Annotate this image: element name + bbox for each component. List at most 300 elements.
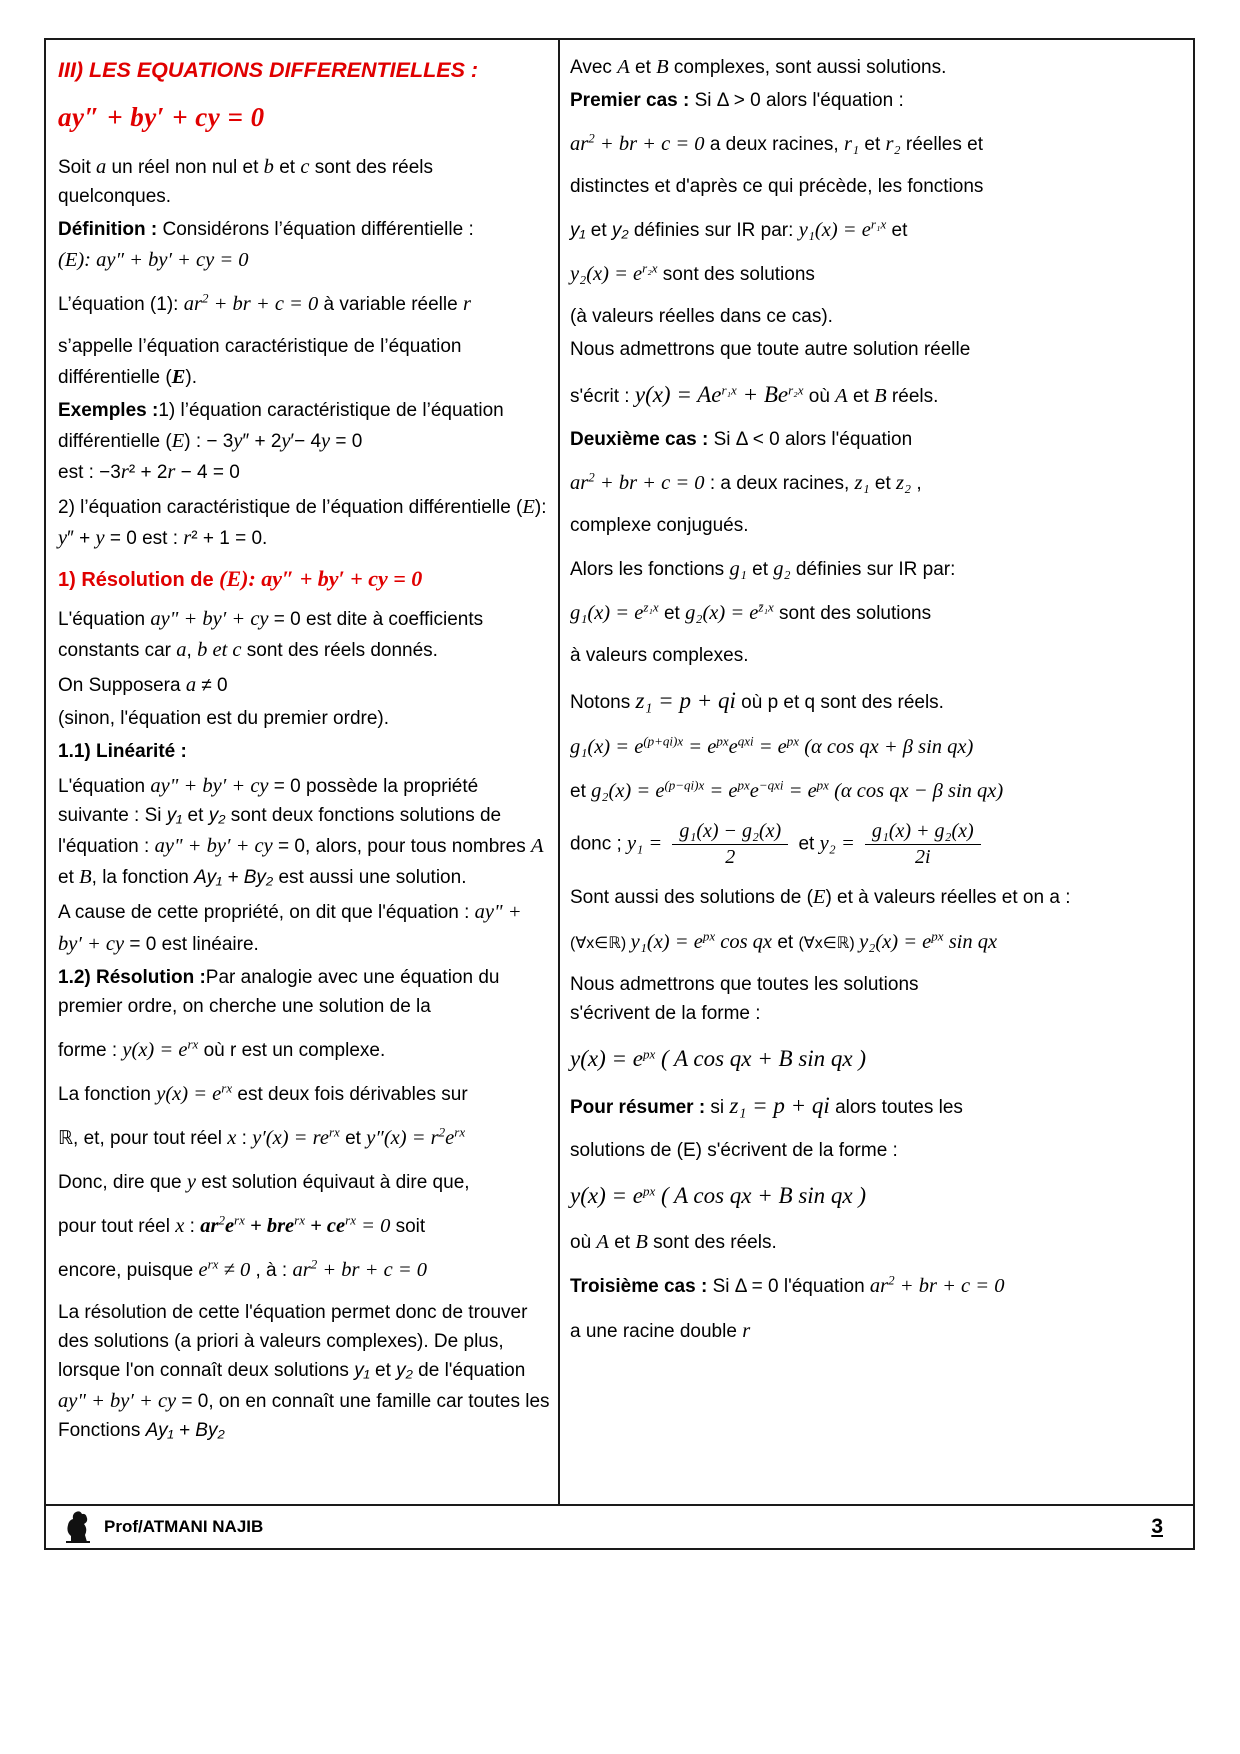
text-segment: px: [931, 928, 944, 944]
text-segment: sont des réels.: [647, 1232, 777, 1254]
text-segment: et: [793, 833, 820, 855]
text-segment: x: [175, 1215, 185, 1238]
paragraph: [58, 705, 550, 734]
paragraph: [570, 512, 1181, 541]
text-segment: = e: [683, 736, 717, 759]
text-segment: a: [185, 674, 197, 697]
text-segment: y₁: [354, 1360, 370, 1382]
text-segment: + Be: [736, 382, 789, 408]
text-segment: Si Δ < 0 alors l'équation: [708, 429, 913, 451]
text-segment: px: [642, 1046, 656, 1062]
text-segment: x: [227, 1126, 237, 1149]
text-segment: 2: [438, 1124, 446, 1140]
paragraph: [570, 732, 1181, 763]
text-segment: z₁x: [643, 599, 659, 615]
paragraph: [58, 738, 550, 767]
paragraph: [570, 820, 1181, 869]
text-segment: complexe conjugués.: [570, 515, 749, 537]
text-segment: sont des réels donnés.: [241, 640, 438, 662]
text-segment: y: [95, 527, 105, 550]
text-segment: px: [716, 733, 729, 749]
paragraph: [58, 604, 550, 666]
text-segment: Nous admettrons que toutes les solutions: [570, 973, 919, 995]
text-segment: rx: [454, 1124, 466, 1140]
text-segment: complexes, sont aussi solutions.: [668, 57, 947, 78]
text-segment: ′− 4: [290, 430, 322, 452]
text-segment: définies sur IR par:: [790, 558, 956, 580]
text-segment: un réel non nul et: [106, 156, 264, 178]
text-segment: s'écrit :: [570, 386, 635, 408]
text-segment: Premier cas :: [570, 90, 690, 112]
text-segment: y: [186, 1170, 196, 1193]
text-segment: définies sur IR par:: [628, 220, 799, 242]
paragraph: [570, 776, 1181, 807]
text-segment: rx: [294, 1212, 305, 1228]
text-segment: 2: [588, 469, 595, 485]
text-segment: rx: [234, 1212, 245, 1228]
text-segment: , la fonction: [91, 867, 195, 889]
paragraph: [570, 1179, 1181, 1214]
text-segment: et: [746, 558, 774, 580]
text-segment: sin qx: [943, 930, 998, 953]
text-segment: = 0, on en connaît une famille car toutes les: [176, 1391, 550, 1413]
text-segment: r₂x: [642, 260, 658, 276]
text-segment: ″ + 2: [242, 430, 282, 452]
paragraph: [570, 1137, 1181, 1166]
text-segment: où p et q sont des réels.: [735, 692, 944, 714]
text-segment: r: [183, 527, 192, 550]
text-segment: px: [737, 777, 750, 793]
text-segment: y₁: [627, 832, 644, 855]
paragraph: [570, 882, 1181, 913]
text-segment: g₁(x) = e: [570, 602, 644, 625]
text-segment: r₂: [885, 133, 901, 156]
paragraph: [570, 468, 1181, 499]
text-segment: E: [171, 365, 186, 388]
text-segment: et: [886, 220, 908, 242]
text-segment: r: [167, 460, 176, 483]
text-segment: y: [233, 429, 243, 452]
text-segment: = 0 est linéaire.: [124, 933, 259, 955]
text-segment: px: [816, 777, 829, 793]
text-segment: = 0, alors, pour tous nombres: [272, 836, 531, 858]
main-equation: [58, 97, 550, 138]
text-segment: et: [369, 1360, 397, 1382]
text-segment: y: [281, 429, 291, 452]
paragraph: [570, 971, 1181, 1029]
text-segment: (p+qi)x: [643, 733, 684, 749]
text-segment: réelles et: [900, 134, 983, 156]
text-segment: et: [273, 156, 301, 178]
text-segment: = 0: [330, 430, 363, 452]
text-segment: y(x) = e: [156, 1082, 222, 1105]
paragraph: [58, 1255, 550, 1286]
paragraph: [570, 378, 1181, 413]
text-segment: g₂: [773, 557, 791, 580]
text-segment: ay" + by′ + cy: [150, 775, 269, 798]
text-segment: et: [629, 57, 657, 78]
text-segment: (E): ay″ + by′ + cy = 0: [219, 566, 423, 592]
text-segment: est : −3: [58, 461, 121, 483]
text-segment: ( A cos qx + B sin qx ): [655, 1183, 867, 1209]
paragraph: [58, 1299, 550, 1446]
text-segment: A: [596, 1231, 609, 1254]
text-segment: = e: [753, 736, 787, 759]
text-segment: rx: [187, 1036, 199, 1052]
text-segment: : a deux racines,: [704, 472, 855, 494]
text-segment: où: [803, 386, 836, 408]
text-segment: solutions de (E) s'écrivent de la forme :: [570, 1140, 898, 1162]
text-segment: ,: [186, 640, 198, 662]
fraction: $\frac{\text{g₁(x) + g₂(x)}}{2i}$: [865, 820, 981, 869]
text-segment: e: [224, 1215, 235, 1238]
text-segment: 2: [310, 1256, 318, 1272]
text-segment: et: [859, 134, 886, 156]
paragraph: [58, 1079, 550, 1110]
left-column: [46, 40, 558, 1504]
text-segment: B: [874, 385, 887, 408]
text-segment: r: [120, 460, 129, 483]
text-segment: + ce: [305, 1215, 346, 1238]
text-segment: a: [96, 155, 107, 178]
text-segment: y″(x) = r: [366, 1126, 439, 1149]
text-segment: c: [300, 155, 310, 178]
text-segment: à variable réelle: [318, 293, 463, 315]
paragraph: [58, 397, 550, 488]
text-segment: y₂: [208, 805, 231, 827]
paragraph: [570, 1042, 1181, 1077]
text-segment: et: [58, 867, 80, 889]
text-segment: forme :: [58, 1039, 123, 1061]
text-segment: réels.: [886, 386, 939, 408]
text-segment: ar: [183, 292, 202, 315]
text-segment: ar: [292, 1259, 311, 1282]
paragraph: [570, 684, 1181, 719]
paragraph: [570, 303, 1181, 332]
text-segment: A: [835, 385, 848, 408]
text-segment: et: [869, 472, 897, 494]
text-segment: a deux racines,: [704, 134, 844, 156]
text-segment: distinctes et d'après ce qui précède, les fonctions: [570, 176, 984, 198]
text-segment: où: [570, 1232, 597, 1254]
text-segment: On Supposera: [58, 675, 186, 697]
text-segment: III) LES EQUATIONS DIFFERENTIELLES :: [58, 58, 479, 82]
text-segment: ar: [200, 1215, 219, 1238]
text-segment: b: [263, 155, 274, 178]
text-segment: + br + c = 0: [317, 1259, 428, 1282]
text-segment: e: [749, 780, 759, 803]
page-content-border: [44, 38, 1195, 1550]
text-segment: La fonction: [58, 1083, 157, 1105]
text-segment: ≠ 0: [218, 1259, 251, 1282]
text-segment: r₂x: [788, 382, 804, 398]
text-segment: + br + c = 0: [894, 1275, 1005, 1298]
text-segment: r: [462, 292, 471, 315]
text-segment: (α cos qx − β sin qx): [828, 780, 1004, 803]
text-segment: Deuxième cas :: [570, 429, 709, 451]
text-segment: et: [847, 386, 875, 408]
text-segment: rx: [207, 1256, 219, 1272]
text-segment: B: [656, 56, 669, 78]
paragraph: [58, 216, 550, 276]
two-column-layout: [46, 40, 1193, 1504]
text-segment: b et c: [197, 639, 242, 662]
subsection-title: [58, 562, 550, 595]
text-segment: ² + 1 = 0.: [191, 528, 268, 550]
footer: [46, 1504, 1193, 1548]
text-segment: Donc, dire que: [58, 1171, 187, 1193]
text-segment: px: [786, 733, 800, 749]
text-segment: ay" + by′ + cy: [154, 835, 273, 858]
mascot-logo-icon: [62, 1510, 92, 1544]
text-segment: ):: [534, 497, 547, 519]
text-segment: s’appelle l’équation caractéristique de l’équation différentielle (: [58, 335, 462, 388]
paragraph: [570, 426, 1181, 455]
text-segment: Avec: [570, 57, 618, 78]
text-segment: Troisième cas :: [570, 1276, 708, 1298]
paragraph: [570, 554, 1181, 585]
text-segment: :: [184, 1216, 201, 1238]
text-segment: y₁(x) = e: [630, 930, 703, 953]
text-segment: Définition :: [58, 218, 163, 240]
text-segment: où r est un complexe.: [198, 1039, 386, 1061]
text-segment: ar: [570, 133, 589, 156]
text-segment: B: [79, 866, 92, 889]
text-segment: e: [198, 1259, 208, 1282]
text-segment: + br + c = 0: [208, 292, 319, 315]
right-column: [560, 40, 1193, 1504]
paragraph: [570, 259, 1181, 290]
text-segment: et: [585, 220, 612, 242]
fraction: $\frac{\text{g₁(x) − g₂(x)}}{2}$: [672, 820, 788, 869]
text-segment: sont des solutions: [773, 603, 932, 625]
text-segment: est solution équivaut à dire que,: [195, 1171, 470, 1193]
text-segment: cos qx: [715, 930, 773, 953]
text-segment: px: [642, 1183, 656, 1199]
text-segment: (à valeurs réelles dans ce cas).: [570, 306, 833, 328]
text-segment: est aussi une solution.: [273, 867, 467, 889]
text-segment: z̄₁x: [758, 599, 774, 615]
text-segment: y₂(x) = e: [859, 930, 932, 953]
text-segment: 1) Résolution de: [58, 569, 220, 592]
text-segment: si: [705, 1097, 730, 1119]
text-segment: 2: [201, 290, 209, 306]
text-segment: r: [742, 1319, 751, 1342]
text-segment: y₂: [396, 1360, 413, 1382]
text-segment: z₁ = p + qi: [729, 1093, 830, 1119]
text-segment: (∀x∈ℝ): [798, 934, 860, 952]
text-segment: g₁(x) = e: [570, 736, 644, 759]
text-segment: L'équation: [58, 608, 151, 630]
text-segment: ,: [911, 472, 922, 494]
text-segment: + bre: [244, 1215, 295, 1238]
text-segment: s'écrivent de la forme :: [570, 1002, 761, 1024]
text-segment: sont des solutions: [657, 264, 815, 286]
text-segment: ″ +: [67, 528, 96, 550]
text-segment: Considérons l’équation différentielle :: [162, 218, 474, 240]
text-segment: y₁: [570, 220, 586, 242]
text-segment: soit: [390, 1216, 426, 1238]
text-segment: E: [171, 429, 185, 452]
text-segment: de l'équation: [412, 1360, 526, 1382]
paragraph: [58, 1035, 550, 1066]
text-segment: A cause de cette propriété, on dit que l'équation :: [58, 902, 475, 924]
text-segment: (∀x∈ℝ): [570, 934, 631, 952]
text-segment: = 0 possède la propriété suivante : Si: [58, 776, 479, 827]
text-segment: ).: [185, 366, 198, 388]
text-segment: (sinon, l'équation est du premier ordre).: [58, 708, 390, 730]
text-segment: ) et à valeurs réelles et on a :: [825, 887, 1071, 909]
text-segment: Nous admettrons que toute autre solution réelle: [570, 339, 971, 361]
text-segment: Ay₁ + By₂: [194, 867, 274, 889]
text-segment: y(x) = Ae: [634, 382, 722, 408]
text-segment: ay" + by′ + cy: [58, 901, 522, 955]
paragraph: [58, 897, 550, 959]
paragraph: [570, 1089, 1181, 1124]
text-segment: alors toutes les: [829, 1097, 963, 1119]
text-segment: L’équation (1):: [58, 293, 184, 315]
text-segment: ℝ, et, pour tout réel: [58, 1127, 228, 1149]
text-segment: 1.1) Linéarité :: [58, 741, 187, 763]
text-segment: , à :: [250, 1260, 293, 1282]
text-segment: Ay₁ + By₂: [145, 1420, 225, 1442]
text-segment: px: [702, 928, 716, 944]
paragraph: [570, 215, 1181, 246]
text-segment: et: [658, 603, 686, 625]
text-segment: L'équation: [58, 776, 151, 798]
text-segment: y₂: [819, 832, 836, 855]
paragraph: [570, 1271, 1181, 1302]
text-segment: y(x) = e: [570, 1183, 643, 1209]
paragraph: [570, 598, 1181, 629]
text-segment: ay" + by′ + cy: [58, 1390, 177, 1413]
text-segment: − 4 = 0: [175, 461, 240, 483]
text-segment: = 0: [355, 1215, 391, 1238]
text-segment: et: [570, 781, 592, 803]
text-segment: Si Δ > 0 alors l'équation :: [689, 90, 904, 112]
text-segment: z₁: [854, 471, 870, 494]
paragraph: [570, 336, 1181, 365]
text-segment: Fonctions: [58, 1420, 146, 1442]
text-segment: =: [835, 832, 860, 855]
paragraph: [570, 927, 1181, 958]
text-segment: ar: [570, 471, 589, 494]
paragraph: [570, 642, 1181, 671]
text-segment: 2) l’équation caractéristique de l’équation différentielle (: [58, 497, 523, 519]
text-segment: y₁: [166, 805, 183, 827]
footer-author-label: Prof/ATMANI NAJIB: [104, 1517, 264, 1536]
text-segment: + br + c = 0: [594, 471, 705, 494]
text-segment: encore, puisque: [58, 1260, 199, 1282]
text-segment: g₁: [729, 557, 747, 580]
text-segment: z₂: [896, 471, 912, 494]
text-segment: sont deux fonctions solutions de l'équation :: [58, 805, 502, 858]
text-segment: A: [530, 835, 544, 858]
text-segment: + br + c = 0: [594, 133, 705, 156]
text-segment: y₂(x) = e: [570, 263, 643, 286]
text-segment: = e: [704, 780, 738, 803]
text-segment: 2: [888, 1273, 895, 1289]
paragraph: [58, 670, 550, 701]
text-segment: 2: [218, 1212, 225, 1228]
text-segment: E: [812, 886, 826, 909]
text-segment: ≠ 0: [196, 675, 228, 697]
text-segment: ar: [869, 1275, 889, 1298]
text-segment: g₂(x) = e: [685, 602, 759, 625]
text-segment: g₂(x) = e: [591, 780, 665, 803]
text-segment: r₁x: [721, 382, 737, 398]
text-segment: = 0 est :: [104, 528, 184, 550]
text-segment: r₁: [843, 133, 860, 156]
text-segment: et: [339, 1127, 367, 1149]
text-segment: rx: [328, 1124, 340, 1140]
text-segment: y: [321, 429, 331, 452]
paragraph: [570, 129, 1181, 160]
text-segment: Pour résumer :: [570, 1097, 706, 1119]
text-segment: qxi: [737, 733, 754, 749]
paragraph: [58, 1167, 550, 1198]
text-segment: est deux fois dérivables sur: [232, 1083, 468, 1105]
text-segment: et: [182, 805, 209, 827]
paragraph: [570, 1316, 1181, 1347]
text-segment: a une racine double: [570, 1320, 743, 1342]
text-segment: et: [608, 1232, 636, 1254]
text-segment: Par analogie avec une équation du premier ordre, on cherche une solution de la: [58, 966, 500, 1017]
text-segment: y: [58, 527, 68, 550]
text-segment: Notons: [570, 692, 636, 714]
paragraph: [58, 1123, 550, 1154]
paragraph: [570, 173, 1181, 202]
text-segment: à valeurs complexes.: [570, 645, 749, 667]
page-number: 3: [1151, 1515, 1163, 1538]
paragraph: [570, 52, 1181, 83]
text-segment: y₁(x) = e: [798, 219, 871, 242]
text-segment: 1) l’équation caractéristique de l’équation différentielle (: [58, 399, 504, 452]
section-title: [58, 54, 550, 87]
paragraph: [58, 289, 550, 320]
text-segment: e: [445, 1126, 455, 1149]
text-segment: ) : − 3: [184, 430, 234, 452]
text-segment: Exemples :: [58, 399, 159, 421]
text-segment: donc ;: [570, 833, 628, 855]
text-segment: rx: [345, 1212, 356, 1228]
text-segment: B: [635, 1231, 648, 1254]
text-segment: ( A cos qx + B sin qx ): [655, 1045, 867, 1071]
text-segment: ay″ + by′ + cy = 0: [58, 101, 265, 132]
text-segment: =: [643, 832, 668, 855]
text-segment: A: [617, 56, 630, 78]
text-segment: Soit: [58, 156, 97, 178]
text-segment: y(x) = e: [122, 1038, 188, 1061]
text-segment: :: [236, 1127, 253, 1149]
text-segment: sont des réels quelconques.: [58, 156, 434, 207]
text-segment: y(x) = e: [570, 1045, 643, 1071]
text-segment: e: [728, 736, 738, 759]
text-segment: (p−qi)x: [664, 777, 705, 793]
text-segment: Alors les fonctions: [570, 558, 730, 580]
text-segment: y₂: [611, 220, 629, 242]
text-segment: = 0 est dite à coefficients constants car: [58, 608, 484, 662]
text-segment: ay" + by′ + cy: [150, 607, 269, 630]
text-segment: pour tout réel: [58, 1216, 176, 1238]
paragraph: [58, 771, 550, 893]
text-segment: (α cos qx + β sin qx): [799, 736, 974, 759]
paragraph: [58, 333, 550, 393]
paragraph: [58, 964, 550, 1022]
text-segment: −qxi: [758, 777, 784, 793]
text-segment: y′(x) = re: [252, 1126, 329, 1149]
text-segment: rx: [221, 1080, 233, 1096]
